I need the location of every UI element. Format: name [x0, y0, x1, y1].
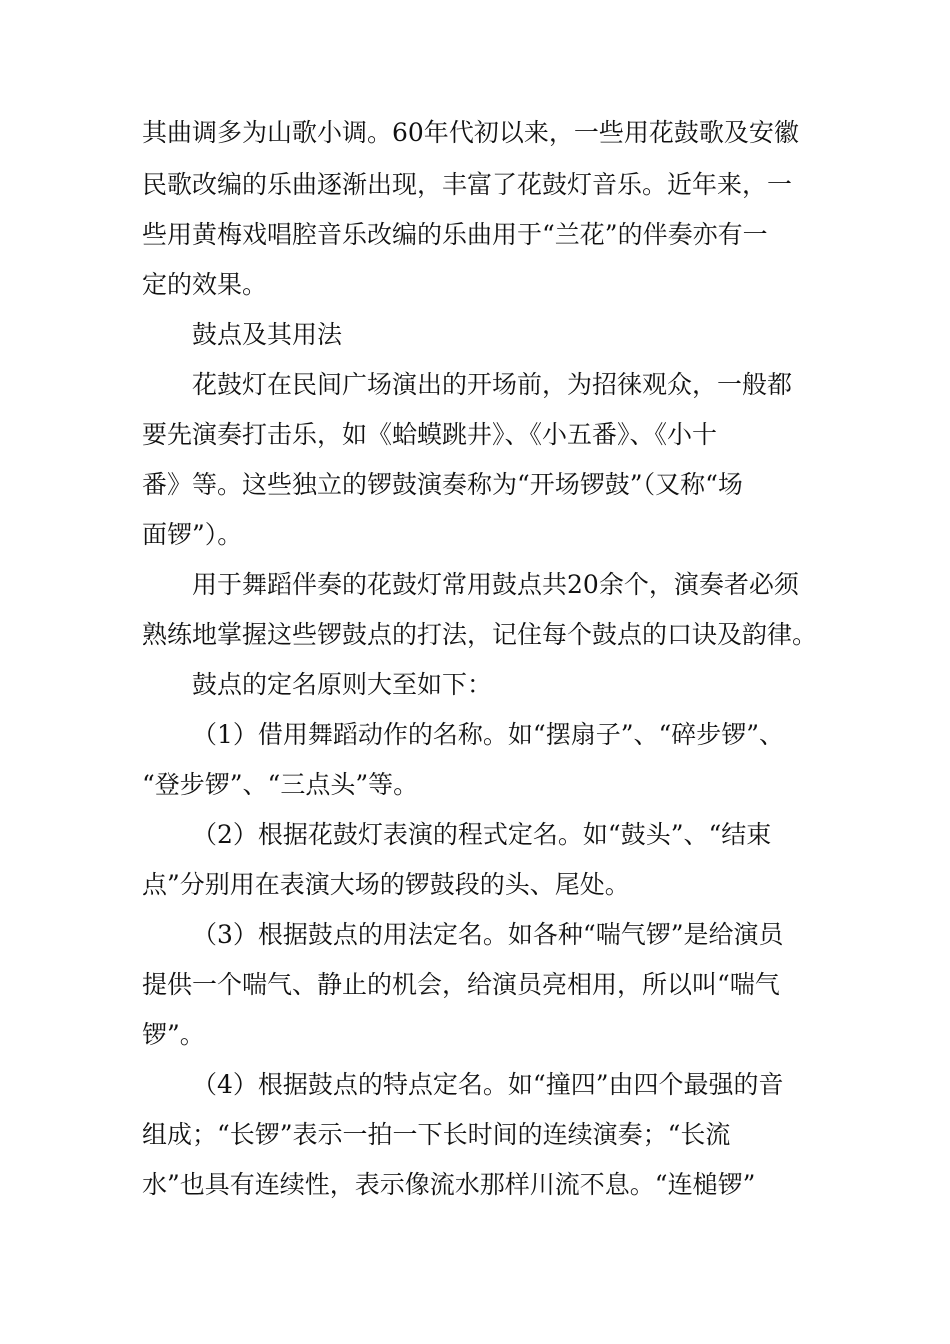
list-item: （3）根据鼓点的用法定名。如各种“喘气锣”是给演员 [192, 920, 784, 949]
text-line: 点”分别用在表演大场的锣鼓段的头、尾处。 [142, 870, 630, 899]
text-line: 提供一个喘气、静止的机会，给演员亮相用，所以叫“喘气 [142, 970, 780, 999]
text-line: 其曲调多为山歌小调。60年代初以来，一些用花鼓歌及安徽 [142, 118, 799, 147]
list-item: （1）借用舞蹈动作的名称。如“摆扇子”、“碎步锣”、 [192, 720, 785, 749]
text-line: 用于舞蹈伴奏的花鼓灯常用鼓点共20余个，演奏者必须 [192, 570, 799, 599]
text-line: 水”也具有连续性，表示像流水那样川流不息。“连槌锣” [142, 1170, 756, 1199]
text-line: 熟练地掌握这些锣鼓点的打法，记住每个鼓点的口诀及韵律。 [142, 620, 818, 649]
list-item: （2）根据花鼓灯表演的程式定名。如“鼓头”、“结束 [192, 820, 772, 849]
text-line: 些用黄梅戏唱腔音乐改编的乐曲用于“兰花”的伴奏亦有一 [142, 220, 768, 249]
text-line: 面锣”）。 [142, 520, 243, 549]
text-line: 组成；“长锣”表示一拍一下长时间的连续演奏；“长流 [142, 1120, 731, 1149]
text-line: 民歌改编的乐曲逐渐出现，丰富了花鼓灯音乐。近年来，一 [142, 170, 793, 199]
text-line: 番》等。这些独立的锣鼓演奏称为“开场锣鼓”（又称“场 [142, 470, 743, 499]
text-line: 要先演奏打击乐，如《蛤蟆跳井》、《小五番》、《小十 [142, 420, 718, 449]
text-line: “登步锣”、“三点头”等。 [142, 770, 419, 799]
text-line: 花鼓灯在民间广场演出的开场前，为招徕观众，一般都 [192, 370, 793, 399]
text-line: 定的效果。 [142, 270, 268, 299]
list-item: （4）根据鼓点的特点定名。如“撞四”由四个最强的音 [192, 1070, 784, 1099]
text-line: 鼓点的定名原则大至如下： [192, 670, 493, 699]
text-line: 锣”。 [142, 1020, 205, 1049]
section-heading: 鼓点及其用法 [192, 320, 343, 349]
